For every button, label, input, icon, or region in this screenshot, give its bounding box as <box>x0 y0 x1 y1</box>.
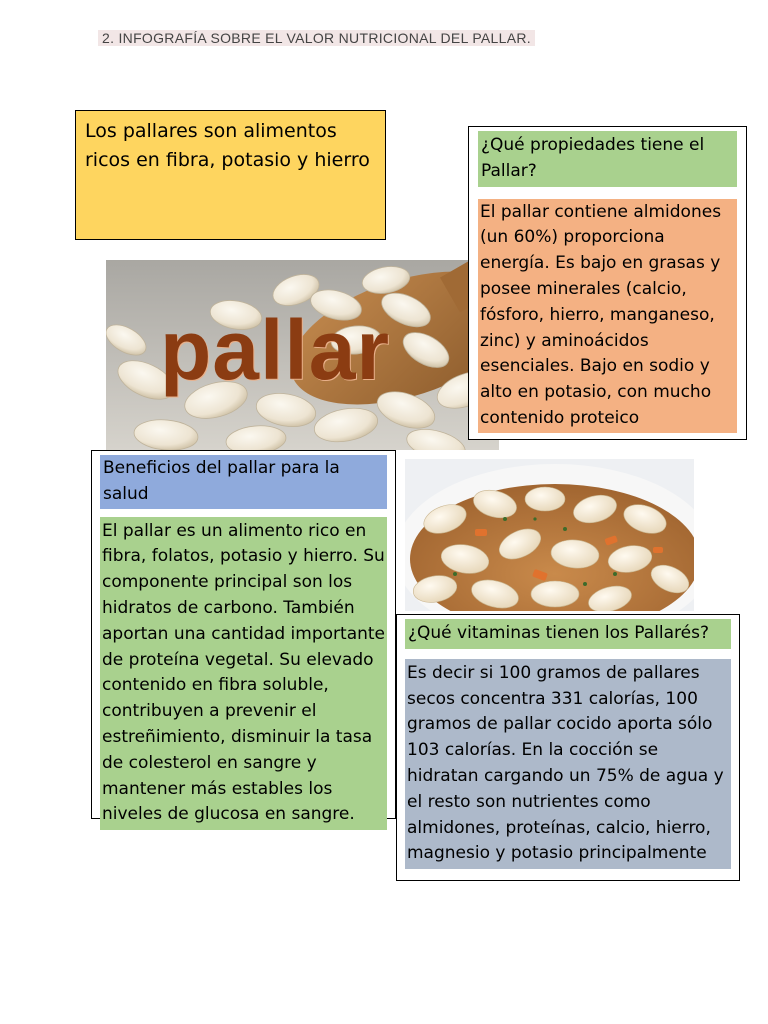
vitamins-box <box>396 614 740 881</box>
intro-text: Los pallares son alimentos ricos en fibra, potasio y hierro <box>85 120 370 171</box>
dish-photo <box>405 459 694 611</box>
pallar-overlay-word: pallar <box>160 303 391 397</box>
intro-box <box>75 110 386 240</box>
pallar-dish-image <box>405 459 694 611</box>
vitamins-question: ¿Qué vitaminas tienen los Pallarés? <box>405 619 731 649</box>
page-title: 2. INFOGRAFÍA SOBRE EL VALOR NUTRICIONAL DEL PALLAR. <box>98 30 535 46</box>
properties-question: ¿Qué propiedades tiene el Pallar? <box>478 131 737 187</box>
properties-answer: El pallar contiene almidones (un 60%) proporciona energía. Es bajo en grasas y posee minerales (calcio, fósforo, hierro, manganeso, zinc) y aminoácidos esenciales. Bajo en sodio y alto en potasio, con mucho contenido proteico <box>478 199 737 433</box>
benefits-text: El pallar es un alimento rico en fibra, folatos, potasio y hierro. Su componente principal son los hidratos de carbono. También aportan una cantidad importante de proteína vegetal. Su elevado contenido en fibra soluble, contribuyen a prevenir el estreñimiento, disminuir la tasa de colesterol en sangre y mantener más estables los niveles de glucosa en sangre. <box>100 517 387 831</box>
pallar-beans-image <box>106 260 499 450</box>
benefits-title: Beneficios del pallar para la salud <box>100 455 387 509</box>
vitamins-answer: Es decir si 100 gramos de pallares secos concentra 331 calorías, 100 gramos de pallar cocido aporta sólo 103 calorías. En la cocción se hidratan cargando un 75% de agua y el resto son nutrientes como almidones, proteínas, calcio, hierro, magnesio y potasio principalmente <box>405 659 731 869</box>
properties-box <box>468 126 747 440</box>
benefits-box <box>91 450 396 825</box>
